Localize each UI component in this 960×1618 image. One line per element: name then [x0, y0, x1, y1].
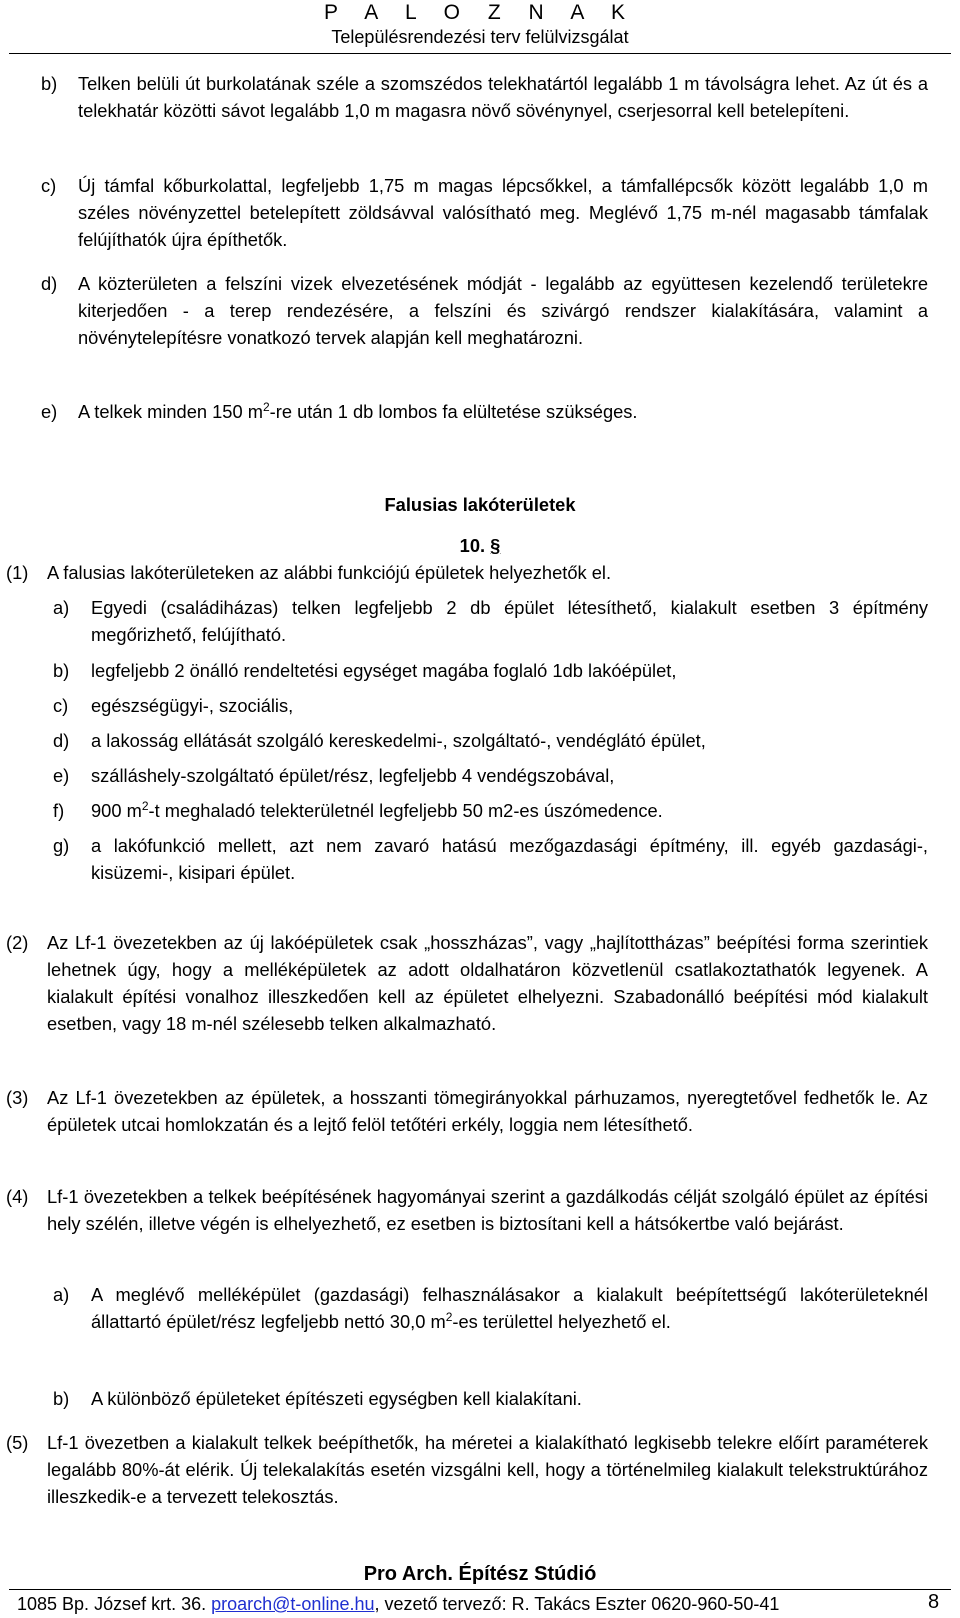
- section-number: 10. §: [459, 535, 501, 556]
- paragraph-marker: (2): [6, 932, 29, 953]
- list-item: [53, 1281, 928, 1335]
- footer-divider: [9, 1589, 951, 1590]
- header-subtitle: Településrendezési terv felülvizsgálat: [331, 27, 629, 47]
- item-text: A különböző épületeket építészeti egységben kell kialakítani.: [91, 1388, 582, 1409]
- paragraph-marker: (5): [6, 1432, 29, 1453]
- list-item: [53, 762, 928, 789]
- list-item: [53, 692, 928, 719]
- item-text: a lakófunkció mellett, azt nem zavaró hatású mezőgazdasági építmény, ill. egyéb gazdasági-, kisüzemi-, kisipari épület.: [91, 835, 928, 883]
- item-text: a lakosság ellátását szolgáló kereskedelmi-, szolgáltató-, vendéglátó épület,: [91, 730, 706, 751]
- item-marker: e): [41, 401, 58, 422]
- item-marker: d): [53, 730, 70, 751]
- item-marker: c): [41, 175, 57, 196]
- paragraph-text: Az Lf-1 övezetekben az épületek, a hosszanti tömegirányokkal párhuzamos, nyeregtetővel fedhetők le. Az épületek utcai homlokzatán és a lejtő felöl tetőtéri erkély, loggia nem létesíthető.: [47, 1087, 928, 1135]
- list-item: [41, 398, 928, 425]
- paragraph-text: A falusias lakóterületeken az alábbi funkciójú épületek helyezhetők el.: [47, 562, 612, 583]
- footer-designer: , vezető tervező: R. Takács Eszter 0620-960-50-41: [374, 1594, 780, 1614]
- footer-studio-name: Pro Arch. Építész Stúdió: [363, 1563, 597, 1585]
- item-text: A közterületen a felszíni vizek elvezetésének módját - legalább az együttesen kezelendő területekre kiterjedően - a terep rendezésére, a felszíni és szivárgó rendszer kialakítására, valamint a növénytelepítésre vonatkozó tervek alapján kell meghatározni.: [78, 273, 928, 348]
- list-item: [41, 70, 928, 124]
- item-text: A meglévő melléképület (gazdasági) felhasználásakor a kialakult beépítettségű lakóterületeknél állattartó épület/rész legfeljebb nettó 30,0 $m^2-es$ területtel helyezhető el.: [91, 1284, 928, 1332]
- item-marker: c): [53, 695, 69, 716]
- item-marker: d): [41, 273, 58, 294]
- page-number: 8: [928, 1591, 940, 1613]
- item-marker: a): [53, 1284, 70, 1305]
- list-item: [53, 797, 928, 824]
- section-title: Falusias lakóterületek: [384, 494, 576, 515]
- list-item: [53, 1385, 928, 1412]
- item-text: egészségügyi-, szociális,: [91, 695, 294, 716]
- header-title: P A L O Z N A K: [323, 1, 637, 24]
- list-item: [41, 270, 928, 351]
- item-marker: b): [53, 1388, 70, 1409]
- list-item: [41, 172, 928, 253]
- item-text: szálláshely-szolgáltató épület/rész, legfeljebb 4 vendégszobával,: [91, 765, 615, 786]
- list-item: [53, 832, 928, 886]
- list-item: [53, 657, 928, 684]
- paragraph-marker: (3): [6, 1087, 29, 1108]
- item-marker: b): [41, 73, 58, 94]
- email-link[interactable]: proarch@t-online.hu: [211, 1594, 375, 1614]
- paragraph-2: [6, 929, 928, 1037]
- paragraph-4: [6, 1183, 928, 1237]
- item-marker: a): [53, 597, 70, 618]
- list-item: [53, 727, 928, 754]
- item-marker: f): [53, 800, 65, 821]
- item-marker: e): [53, 765, 70, 786]
- paragraph-marker: (4): [6, 1186, 29, 1207]
- paragraph-5: [6, 1429, 928, 1510]
- list-item: [53, 594, 928, 648]
- paragraph-text: Az Lf-1 övezetekben az új lakóépületek csak „hosszházas”, vagy „hajlítottházas” beépítési forma szerintiek lehetnek úgy, hogy a melléképületek az adott oldalhatáron közvetlenül csatlakoztathatók legyenek. A kialakult építési vonalhoz illeszkedően kell az épületet elhelyezni. Szabadonálló beépítési mód kialakult esetben, vagy 18 m-nél szélesebb telken alkalmazható.: [47, 932, 928, 1034]
- footer-address: 1085 Bp. József krt. 36.: [17, 1594, 207, 1614]
- item-marker: b): [53, 660, 70, 681]
- footer-contact: [17, 1592, 779, 1616]
- item-marker: g): [53, 835, 70, 856]
- paragraph-text: Lf-1 övezetekben a telkek beépítésének hagyományai szerint a gazdálkodás célját szolgáló épület az építési hely szélén, illetve végén is elhelyezhető, ez esetben is biztosítani kell a hátsókertbe való bejárást.: [47, 1186, 928, 1234]
- paragraph-1: [6, 559, 928, 586]
- paragraph-3: [6, 1084, 928, 1138]
- item-text: legfeljebb 2 önálló rendeltetési egységet magába foglaló 1db lakóépület,: [91, 660, 677, 681]
- item-text: 900 $m^2-t$ meghaladó telekterületnél legfeljebb 50 m2-es úszómedence.: [91, 799, 663, 821]
- item-text: Egyedi (családiházas) telken legfeljebb 2 db épület létesíthető, kialakult esetben 3 építmény megőrizhető, felújítható.: [91, 597, 928, 645]
- item-text: Új támfal kőburkolattal, legfeljebb 1,75 m magas lépcsőkkel, a támfallépcsők között legalább 1,0 m széles növényzettel betelepített zöldsávval valósítható meg. Meglévő 1,75 m-nél magasabb támfalak felújíthatók újra építhetők.: [78, 175, 928, 250]
- item-text: A telkek minden 150 $m^2-re$ után 1 db lombos fa elültetése szükséges.: [78, 400, 638, 422]
- paragraph-marker: (1): [6, 562, 29, 583]
- paragraph-text: Lf-1 övezetben a kialakult telkek beépíthetők, ha méretei a kialakítható legkisebb telekre előírt paraméterek legalább 80%-át elérik. Új telekalakítás esetén vizsgálni kell, hogy a történelmileg kialakult telekstruktúrához illeszkedik-e a tervezett telekosztás.: [47, 1432, 928, 1507]
- header-divider: [9, 53, 951, 54]
- item-text: Telken belüli út burkolatának széle a szomszédos telekhatártól legalább 1 m távolságra lehet. Az út és a telekhatár közötti sávot legalább 1,0 m magasra növő sövénynyel, cserjesorral kell betelepíteni.: [78, 73, 928, 121]
